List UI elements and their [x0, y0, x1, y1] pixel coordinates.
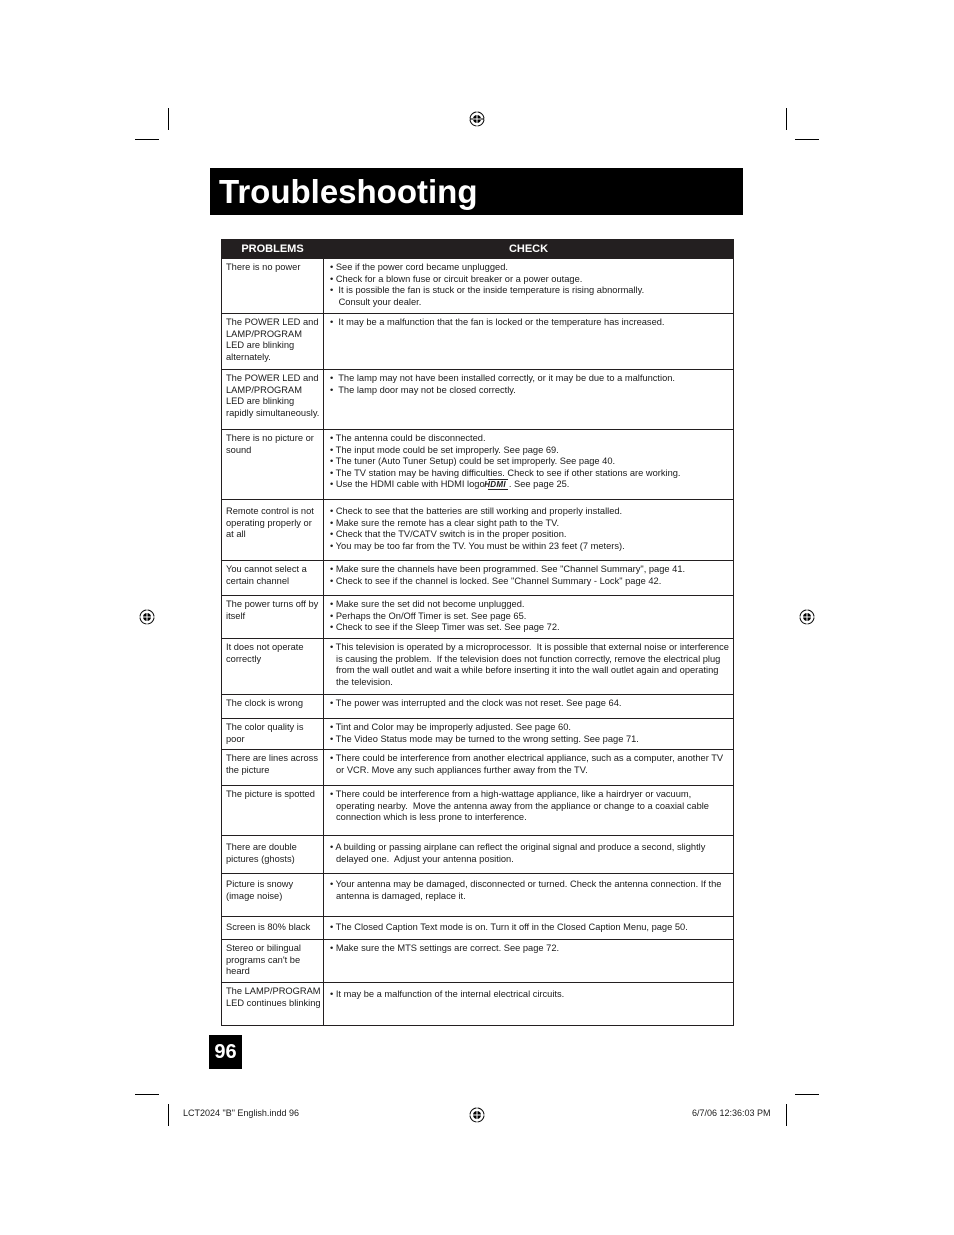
page-title: Troubleshooting [210, 168, 743, 215]
problem-cell: It does not operate correctly [222, 639, 324, 695]
check-item: • Make sure the remote has a clear sight path to the TV. [330, 517, 560, 528]
check-item: • Make sure the channels have been programmed. See "Channel Summary", page 41. [330, 564, 686, 574]
table-row [222, 695, 734, 719]
check-item: • The lamp may not have been installed correctly, or it may be due to a malfunction. [330, 373, 676, 383]
check-item: • There could be interference from a high-wattage appliance, like a hairdryer or vacuum, operating nearby. Move the antenna away from the appliance or change to a coaxial cable connection which is less prone to interference. [330, 789, 712, 823]
crop-mark [168, 108, 169, 130]
hdmi-check-text: • Use the HDMI cable with HDMI logo [330, 479, 485, 490]
problem-cell: The power turns off by itself [222, 596, 324, 639]
table-row [222, 314, 734, 370]
check-cell [324, 874, 734, 917]
check-cell [324, 750, 734, 786]
table-row [222, 940, 734, 983]
troubleshooting-table [221, 239, 734, 1026]
check-cell [324, 500, 734, 561]
page-number: 96 [209, 1035, 242, 1069]
hdmi-check-text-after: . See page 25. [508, 479, 570, 490]
check-item-hdmi [330, 479, 729, 491]
table-row [222, 259, 734, 314]
table-row [222, 982, 734, 1025]
check-cell [324, 596, 734, 639]
check-item: • It may be a malfunction of the internal electrical circuits. [330, 988, 565, 999]
check-item: • The Closed Caption Text mode is on. Turn it off in the Closed Caption Menu, page 50. [330, 922, 688, 933]
check-item: • It may be a malfunction that the fan is locked or the temperature has increased. [330, 317, 665, 327]
table-row [222, 917, 734, 940]
check-item: • Check that the TV/CATV switch is in the proper position. [330, 529, 567, 540]
problem-cell: Remote control is not operating properly or at all [222, 500, 324, 561]
check-item: • See if the power cord became unplugged. [330, 262, 508, 272]
problem-cell: Picture is snowy (image noise) [222, 874, 324, 917]
check-cell [324, 917, 734, 940]
check-cell [324, 982, 734, 1025]
check-item: • The lamp door may not be closed correctly. [330, 384, 516, 395]
check-cell [324, 695, 734, 719]
check-item: • Check to see if the Sleep Timer was set. See page 72. [330, 622, 560, 633]
crop-mark [786, 108, 787, 130]
crop-mark [795, 1094, 819, 1095]
table-row [222, 639, 734, 695]
check-cell [324, 836, 734, 874]
check-item: • It is possible the fan is stuck or the inside temperature is rising abnormally. Consult your dealer. [330, 285, 645, 307]
registration-mark-icon [799, 609, 815, 625]
crop-mark [135, 139, 159, 140]
table-row [222, 500, 734, 561]
problem-cell: There is no picture or sound [222, 430, 324, 500]
registration-mark-icon [139, 609, 155, 625]
problem-cell: The LAMP/PROGRAM LED continues blinking [222, 982, 324, 1025]
check-item: • Check for a blown fuse or circuit breaker or a power outage. [330, 273, 583, 284]
check-item: • A building or passing airplane can reflect the original signal and produce a second, slightly delayed one. Adjust your antenna position. [330, 842, 708, 864]
check-cell [324, 719, 734, 750]
table-row [222, 719, 734, 750]
problem-cell: Screen is 80% black [222, 917, 324, 940]
table-row [222, 750, 734, 786]
check-item: • The antenna could be disconnected. [330, 433, 486, 443]
check-cell [324, 314, 734, 370]
problem-cell: You cannot select a certain channel [222, 561, 324, 596]
check-item: • The tuner (Auto Tuner Setup) could be set improperly. See page 40. [330, 456, 616, 467]
table-row [222, 561, 734, 596]
check-item: • The power was interrupted and the clock was not reset. See page 64. [330, 698, 622, 708]
hdmi-logo-icon: HDMI [484, 480, 506, 490]
crop-mark [135, 1094, 159, 1095]
check-cell [324, 786, 734, 836]
column-header-check: CHECK [324, 240, 734, 259]
problem-cell: Stereo or bilingual programs can't be heard [222, 940, 324, 983]
problem-cell: The picture is spotted [222, 786, 324, 836]
check-item: • Check to see if the channel is locked. See "Channel Summary - Lock" page 42. [330, 575, 662, 586]
check-item: • The input mode could be set improperly. See page 69. [330, 444, 559, 455]
problem-cell: There are lines across the picture [222, 750, 324, 786]
table-row [222, 370, 734, 430]
check-cell [324, 561, 734, 596]
registration-mark-icon [469, 111, 485, 127]
check-item: • This television is operated by a microprocessor. It is possible that external noise or interference is causing the problem. If the television does not function correctly, remove the electrical plug from the wall outlet and wait a while before inserting it into the wall outlet again and operating the television. [330, 642, 732, 687]
crop-mark [786, 1104, 787, 1126]
crop-mark [168, 1104, 169, 1126]
check-item: • There could be interference from another electrical appliance, such as a computer, another TV or VCR. Move any such appliances further away from the TV. [330, 753, 726, 775]
check-cell [324, 430, 734, 500]
table-row [222, 874, 734, 917]
table-row [222, 786, 734, 836]
check-item: • The TV station may be having difficulties. Check to see if other stations are working. [330, 467, 681, 478]
check-cell [324, 639, 734, 695]
problem-cell: There is no power [222, 259, 324, 314]
check-cell [324, 259, 734, 314]
check-cell [324, 370, 734, 430]
footer-timestamp: 6/7/06 12:36:03 PM [692, 1108, 771, 1118]
table-header-row [222, 240, 734, 259]
check-item: • Make sure the MTS settings are correct. See page 72. [330, 943, 560, 954]
check-cell [324, 940, 734, 983]
problem-cell: The POWER LED and LAMP/PROGRAM LED are blinking rapidly simultaneously. [222, 370, 324, 430]
footer-filename: LCT2024 "B" English.indd 96 [183, 1108, 299, 1118]
check-item: • Check to see that the batteries are still working and properly installed. [330, 506, 623, 516]
problem-cell: The clock is wrong [222, 695, 324, 719]
check-item: • Tint and Color may be improperly adjusted. See page 60. [330, 722, 571, 732]
crop-mark [795, 139, 819, 140]
problem-cell: The POWER LED and LAMP/PROGRAM LED are blinking alternately. [222, 314, 324, 370]
check-item: • Your antenna may be damaged, disconnected or turned. Check the antenna connection. If the antenna is damaged, replace it. [330, 879, 725, 901]
check-item: • Perhaps the On/Off Timer is set. See page 65. [330, 610, 527, 621]
check-item: • The Video Status mode may be turned to the wrong setting. See page 71. [330, 733, 639, 744]
table-row [222, 430, 734, 500]
problem-cell: The color quality is poor [222, 719, 324, 750]
table-row [222, 596, 734, 639]
check-item: • Make sure the set did not become unplugged. [330, 599, 525, 609]
column-header-problems: PROBLEMS [222, 240, 324, 259]
check-item: • You may be too far from the TV. You must be within 23 feet (7 meters). [330, 540, 625, 551]
registration-mark-icon [469, 1107, 485, 1123]
problem-cell: There are double pictures (ghosts) [222, 836, 324, 874]
table-row [222, 836, 734, 874]
